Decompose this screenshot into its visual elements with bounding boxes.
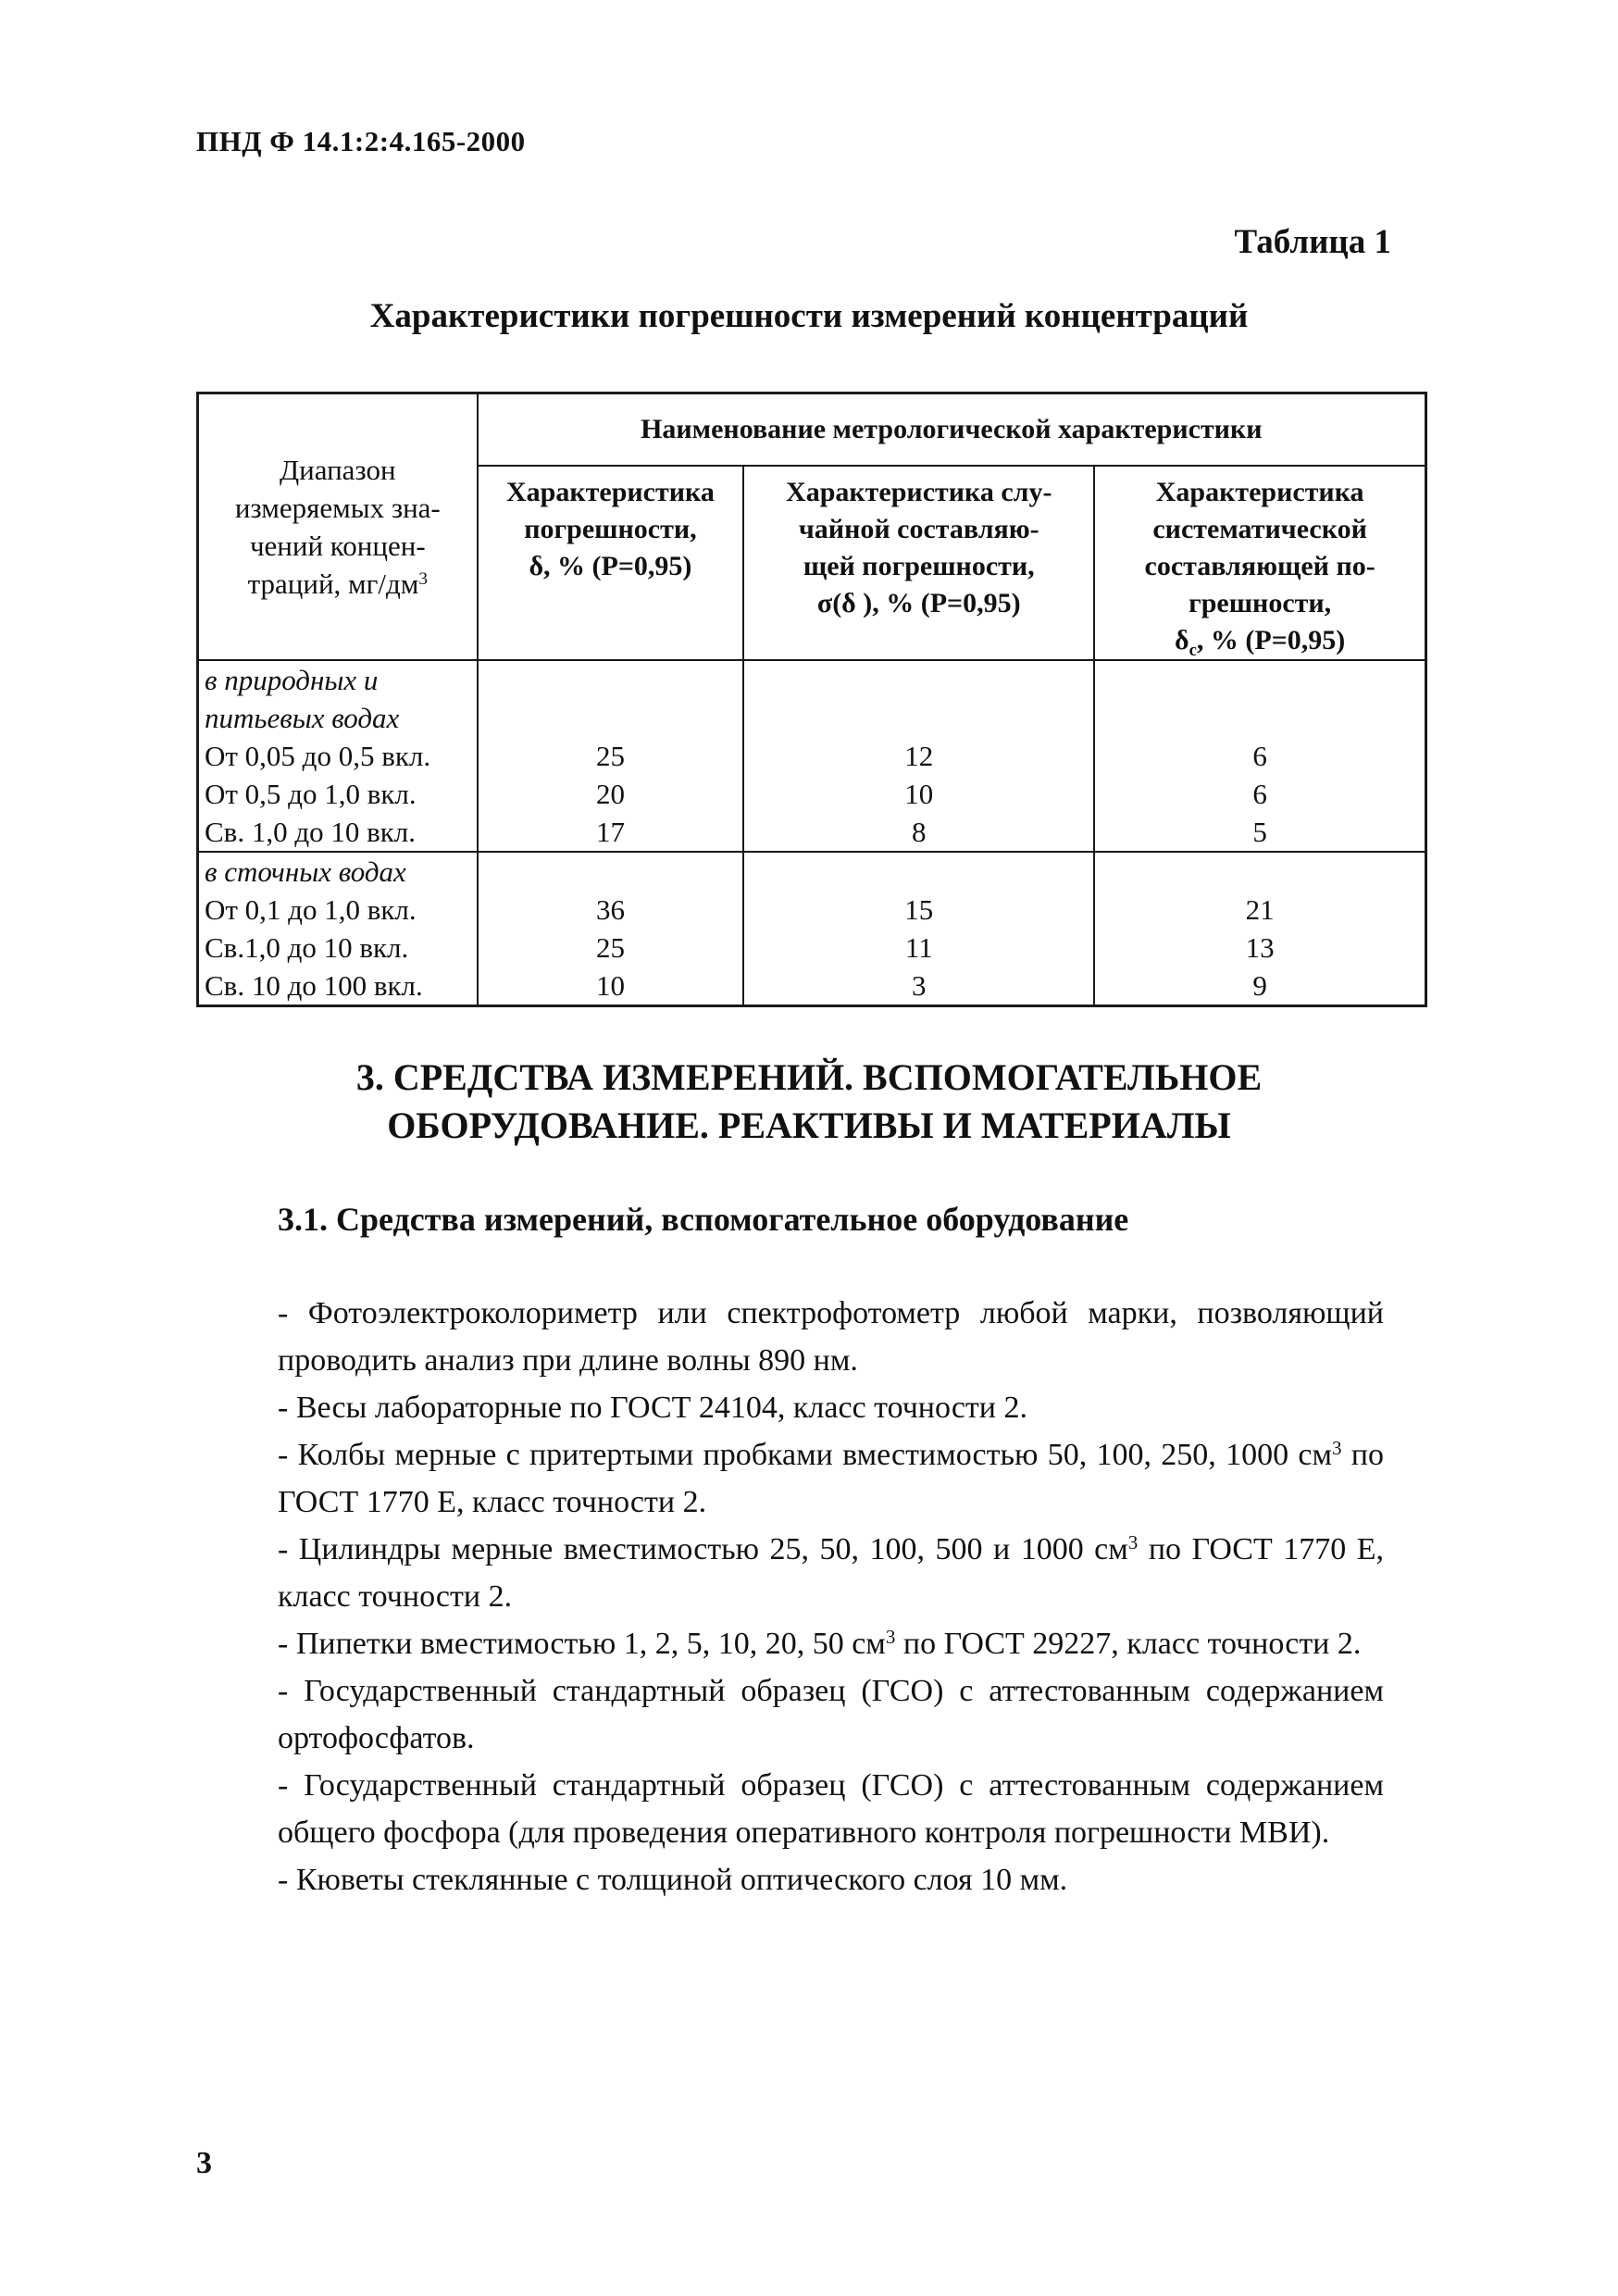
- unit-superscript: 3: [418, 569, 428, 590]
- value-cell: 21: [1094, 891, 1425, 929]
- col-header-line: грешности,: [1189, 588, 1332, 618]
- list-item-text: - Пипетки вместимостью 1, 2, 5, 10, 20, 50 см: [278, 1627, 886, 1661]
- col-header-random: [743, 466, 1094, 660]
- table-row: [198, 967, 1426, 1006]
- value-cell: 9: [1094, 967, 1425, 1006]
- range-cell: Св. 1,0 до 10 вкл.: [198, 813, 478, 852]
- range-header-line: траций, мг/дм: [247, 568, 419, 600]
- list-item-text: по ГОСТ 29227, класс точности 2.: [895, 1627, 1362, 1661]
- unit-superscript: 3: [1331, 1437, 1342, 1460]
- list-item: - Весы лабораторные по ГОСТ 24104, класс точности 2.: [278, 1391, 1027, 1425]
- table-title: Характеристики погрешности измерений концентраций: [369, 297, 1249, 335]
- col-header-line: δ, % (P=0,95): [529, 551, 692, 581]
- range-header-cell: [198, 393, 478, 661]
- value-cell: 3: [743, 967, 1094, 1006]
- value-cell: 20: [478, 775, 744, 813]
- value-cell: 12: [743, 737, 1094, 775]
- range-header-line: чений концен-: [249, 530, 426, 562]
- range-header-line: измеряемых зна-: [234, 492, 441, 524]
- unit-superscript: 3: [885, 1626, 896, 1649]
- col-header-line: составляющей по-: [1144, 551, 1375, 581]
- col-header-line: Характеристика: [506, 477, 715, 507]
- col-header-line: систематической: [1152, 514, 1367, 544]
- value-cell: 6: [1094, 775, 1425, 813]
- list-item: - Кюветы стеклянные с толщиной оптического слоя 10 мм.: [278, 1863, 1068, 1897]
- table-row: [198, 891, 1426, 929]
- document-code: ПНД Ф 14.1:2:4.165-2000: [196, 125, 526, 157]
- list-item-text: по ГОСТ 1770 Е, класс точности 2.: [278, 1532, 1384, 1614]
- page-number: 3: [196, 2146, 212, 2180]
- col-header-line: Характеристика слу-: [786, 477, 1052, 507]
- value-cell: 36: [478, 891, 744, 929]
- range-cell: От 0,1 до 1,0 вкл.: [198, 891, 478, 929]
- value-cell: 5: [1094, 813, 1425, 852]
- list-item: - Фотоэлектроколориметр или спектрофотометр любой марки, позволяющий проводить анализ при длине волны 890 нм.: [278, 1296, 1384, 1378]
- col-header-line: чайной составляю-: [798, 514, 1039, 544]
- list-item-text: по ГОСТ 1770 Е, класс точности 2.: [278, 1438, 1384, 1519]
- value-cell: 11: [743, 929, 1094, 967]
- value-cell: 25: [478, 929, 744, 967]
- value-cell: 25: [478, 737, 744, 775]
- col-header-line: Характеристика: [1155, 477, 1364, 507]
- table-label: Таблица 1: [1234, 223, 1391, 261]
- table-row: [198, 737, 1426, 775]
- group-label-line: питьевых водах: [205, 702, 400, 734]
- list-item: [278, 1526, 1384, 1620]
- unit-superscript: 3: [1127, 1531, 1139, 1554]
- group-label-line: в природных и: [205, 664, 379, 696]
- range-header-line: Диапазон: [280, 454, 396, 486]
- value-cell: 6: [1094, 737, 1425, 775]
- list-item: - Государственный стандартный образец (ГСО) с аттестованным содержанием ортофосфатов.: [278, 1674, 1384, 1755]
- group-label-waste-water: в сточных водах: [198, 852, 478, 891]
- equipment-list: [278, 1290, 1384, 1903]
- list-item: [278, 1620, 1384, 1667]
- list-item: - Государственный стандартный образец (ГСО) с аттестованным содержанием общего фосфора (для проведения оперативного контроля погрешности МВИ).: [278, 1768, 1384, 1850]
- range-cell: От 0,05 до 0,5 вкл.: [198, 737, 478, 775]
- value-cell: 10: [478, 967, 744, 1006]
- value-cell: 10: [743, 775, 1094, 813]
- group-header-cell: Наименование метрологической характеристики: [478, 393, 1426, 467]
- value-cell: 17: [478, 813, 744, 852]
- col-header-systematic: [1094, 466, 1425, 660]
- table-row: [198, 929, 1426, 967]
- list-item-text: - Цилиндры мерные вместимостью 25, 50, 100, 500 и 1000 см: [278, 1532, 1128, 1566]
- col-header-line: σ(δ ), % (P=0,95): [816, 588, 1021, 618]
- table-row: [198, 813, 1426, 852]
- value-cell: 13: [1094, 929, 1425, 967]
- section-title: [0, 1054, 1618, 1150]
- col-header-line: , % (P=0,95): [1196, 625, 1346, 655]
- col-header-line: погрешности,: [524, 514, 697, 544]
- section-title-line: 3. СРЕДСТВА ИЗМЕРЕНИЙ. ВСПОМОГАТЕЛЬНОЕ: [355, 1056, 1263, 1098]
- list-item: [278, 1431, 1384, 1526]
- delta-symbol: δ: [1175, 625, 1189, 655]
- range-cell: Св.1,0 до 10 вкл.: [198, 929, 478, 967]
- value-cell: 15: [743, 891, 1094, 929]
- group-label-natural-water: [198, 660, 478, 737]
- col-header-line: щей погрешности,: [803, 551, 1035, 581]
- range-cell: Св. 10 до 100 вкл.: [198, 967, 478, 1006]
- metrology-table: [196, 392, 1427, 1007]
- section-title-line: ОБОРУДОВАНИЕ. РЕАКТИВЫ И МАТЕРИАЛЫ: [387, 1104, 1231, 1146]
- value-cell: 8: [743, 813, 1094, 852]
- list-item-text: - Колбы мерные с притертыми пробками вместимостью 50, 100, 250, 1000 см: [278, 1438, 1332, 1472]
- delta-subscript: c: [1189, 641, 1197, 660]
- col-header-error: [478, 466, 744, 660]
- table-row: [198, 775, 1426, 813]
- subsection-title: 3.1. Средства измерений, вспомогательное оборудование: [278, 1201, 1129, 1238]
- range-cell: От 0,5 до 1,0 вкл.: [198, 775, 478, 813]
